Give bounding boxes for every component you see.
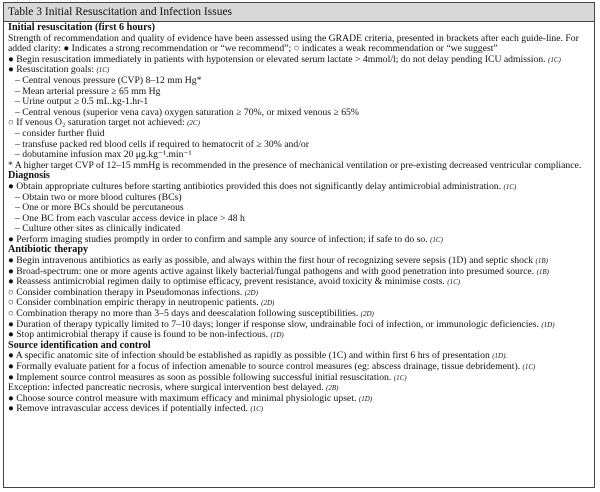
grade-label: (1C) — [250, 405, 264, 414]
section-heading: Source identification and control — [8, 339, 151, 351]
strong-recommendation-bullet: ● — [8, 265, 14, 277]
strong-recommendation-bullet: ● — [8, 180, 14, 192]
item-text: Reassess antimicrobial regimen daily to optimise efficacy, prevent resistance, avoid toxicity & minimise costs. — [16, 276, 445, 288]
strong-recommendation-bullet: ● — [8, 233, 14, 245]
strong-recommendation-bullet: ● — [8, 329, 14, 341]
item-text: – Obtain two or more blood cultures (BCs) — [15, 191, 182, 203]
section-heading: Diagnosis — [8, 170, 50, 182]
weak-recommendation-bullet: ○ — [8, 297, 14, 309]
item-text: Stop antimicrobial therapy if cause is found to be non-infectious. — [16, 329, 269, 341]
grade-label: (1C) — [503, 182, 517, 191]
item-text: Resuscitation goals: — [16, 64, 95, 76]
grade-label: (1C) — [447, 278, 461, 287]
strong-recommendation-bullet: ● — [8, 392, 14, 404]
grade-label: (2D) — [360, 310, 374, 319]
strong-recommendation-bullet: ● — [8, 403, 14, 415]
item-text: Remove intravascular access devices if potentially infected. — [16, 403, 248, 415]
grade-label: (1D). — [492, 352, 508, 361]
paragraph — [8, 161, 590, 172]
grade-label: (1C) — [430, 235, 443, 244]
item-text: Combination therapy no more than 3–5 days and deescalation following susceptibilities. — [16, 308, 359, 320]
strong-recommendation-bullet: ● — [8, 350, 14, 362]
item-text: Begin intravenous antibiotics as early as possible, and always within the first hour of recognizing severe sepsis (1D) and septic shock — [16, 255, 534, 267]
grade-label: (1B) — [535, 257, 548, 266]
item-text: Consider combination empiric therapy in neutropenic patients. — [16, 297, 259, 309]
table-3 — [3, 2, 595, 488]
item-text: Broad-spectrum: one or more agents active against likely bacterial/fungal pathogens and with good penetration into presumed source. — [16, 265, 535, 277]
grade-label: (1B) — [536, 267, 550, 276]
strong-recommendation-bullet: ● — [8, 371, 14, 383]
paragraph — [8, 34, 590, 55]
strong-recommendation-bullet: ● — [8, 255, 14, 267]
item-text: – Central venous pressure (CVP) 8–12 mm Hg* — [15, 74, 202, 86]
table-body — [4, 22, 594, 415]
weak-recommendation-bullet: ○ — [8, 308, 14, 320]
strong-recommendation-bullet: ● — [8, 361, 14, 372]
item-text: – Mean arterial pressure ≥ 65 mm Hg — [15, 85, 161, 97]
grade-label: (1D) — [541, 320, 555, 329]
grade-label: (1C) — [548, 55, 561, 64]
grade-label: (1D) — [358, 394, 373, 403]
strong-recommendation-bullet: ● — [8, 276, 14, 288]
grade-label: (2D) — [244, 288, 258, 297]
item-text: – consider further fluid — [15, 127, 105, 139]
item-text: – dobutamine infusion max 20 μg.kg⁻¹.min⁻¹ — [15, 149, 192, 161]
item-text: Choose source control measure with maximum efficacy and minimal physiologic upset. — [16, 392, 357, 404]
item-text: Obtain appropriate cultures before starting antibiotics provided this does not significantly delay antimicrobial administration. — [16, 180, 502, 192]
item-text: Begin resuscitation immediately in patients with hypotension or elevated serum lactate > 4mmol/l; do not delay pending ICU admission. — [16, 53, 546, 65]
bullet-item — [8, 404, 590, 415]
section-heading: Antibiotic therapy — [8, 244, 89, 256]
item-text: * A higher target CVP of 12–15 mmHg is recommended in the presence of mechanical ventilation or pre-existing decreased ventricular compliance. — [8, 159, 582, 171]
item-text: – transfuse packed red blood cells if required to hematocrit of ≥ 30% and/or — [15, 138, 309, 150]
item-text: Consider combination therapy in Pseudomonas infections. — [16, 286, 243, 298]
bullet-item — [8, 235, 590, 246]
item-text: – Central venous (superior vena cava) oxygen saturation ≥ 70%, or mixed venous ≥ 65% — [15, 106, 359, 118]
item-text: If venous O₂ saturation target not achieved: — [16, 117, 185, 129]
item-text: Strength of recommendation and quality of evidence have been assessed using the GRADE criteria, presented in brackets after each guide-line. For added clarity: ● Indicates a strong recommendation or “we recommend”; ○ indicates a weak recommendation or “we suggest” — [8, 32, 579, 55]
weak-recommendation-bullet: ○ — [8, 286, 14, 298]
weak-recommendation-bullet: ○ — [8, 117, 14, 129]
grade-label: (2B) — [326, 384, 339, 393]
strong-recommendation-bullet: ● — [8, 318, 14, 330]
table-caption: Table 3 Initial Resuscitation and Infection Issues — [4, 3, 594, 22]
section-heading: Initial resuscitation (first 6 hours) — [8, 22, 155, 33]
grade-label: (1C) — [393, 373, 407, 382]
grade-label: (1D) — [270, 331, 284, 340]
grade-label: (2C) — [187, 119, 200, 128]
item-text: – One BC from each vascular access device in place > 48 h — [15, 212, 245, 224]
item-text: – Culture other sites as clinically indicated — [15, 223, 181, 235]
item-text: Exception: infected pancreatic necrosis, where surgical intervention best delayed. — [8, 382, 324, 394]
item-text: A specific anatomic site of infection should be established as rapidly as possible (1C) and within first 6 hrs of presentation — [15, 350, 490, 362]
item-text: Perform imaging studies promptly in order to confirm and sample any source of infection; if safe to do so. — [16, 233, 428, 245]
item-text: Formally evaluate patient for a focus of infection amenable to source control measures (eg: abscess drainage, tissue debridement). — [16, 361, 521, 372]
strong-recommendation-bullet: ● — [8, 53, 14, 65]
item-text: – Urine output ≥ 0.5 mL.kg-1.hr-1 — [15, 96, 149, 108]
strong-recommendation-bullet: ● — [8, 64, 14, 76]
item-text: – One or more BCs should be percutaneous — [15, 202, 184, 214]
item-text: Duration of therapy typically limited to 7–10 days; longer if response slow, undrainable foci of infection, or immunologic deficiencies. — [16, 318, 539, 330]
grade-label: (1C) — [96, 66, 110, 75]
item-text: Implement source control measures as soon as possible following successful initial resuscitation. — [16, 371, 392, 383]
grade-label: (1C) — [522, 363, 536, 371]
grade-label: (2D) — [261, 299, 275, 308]
